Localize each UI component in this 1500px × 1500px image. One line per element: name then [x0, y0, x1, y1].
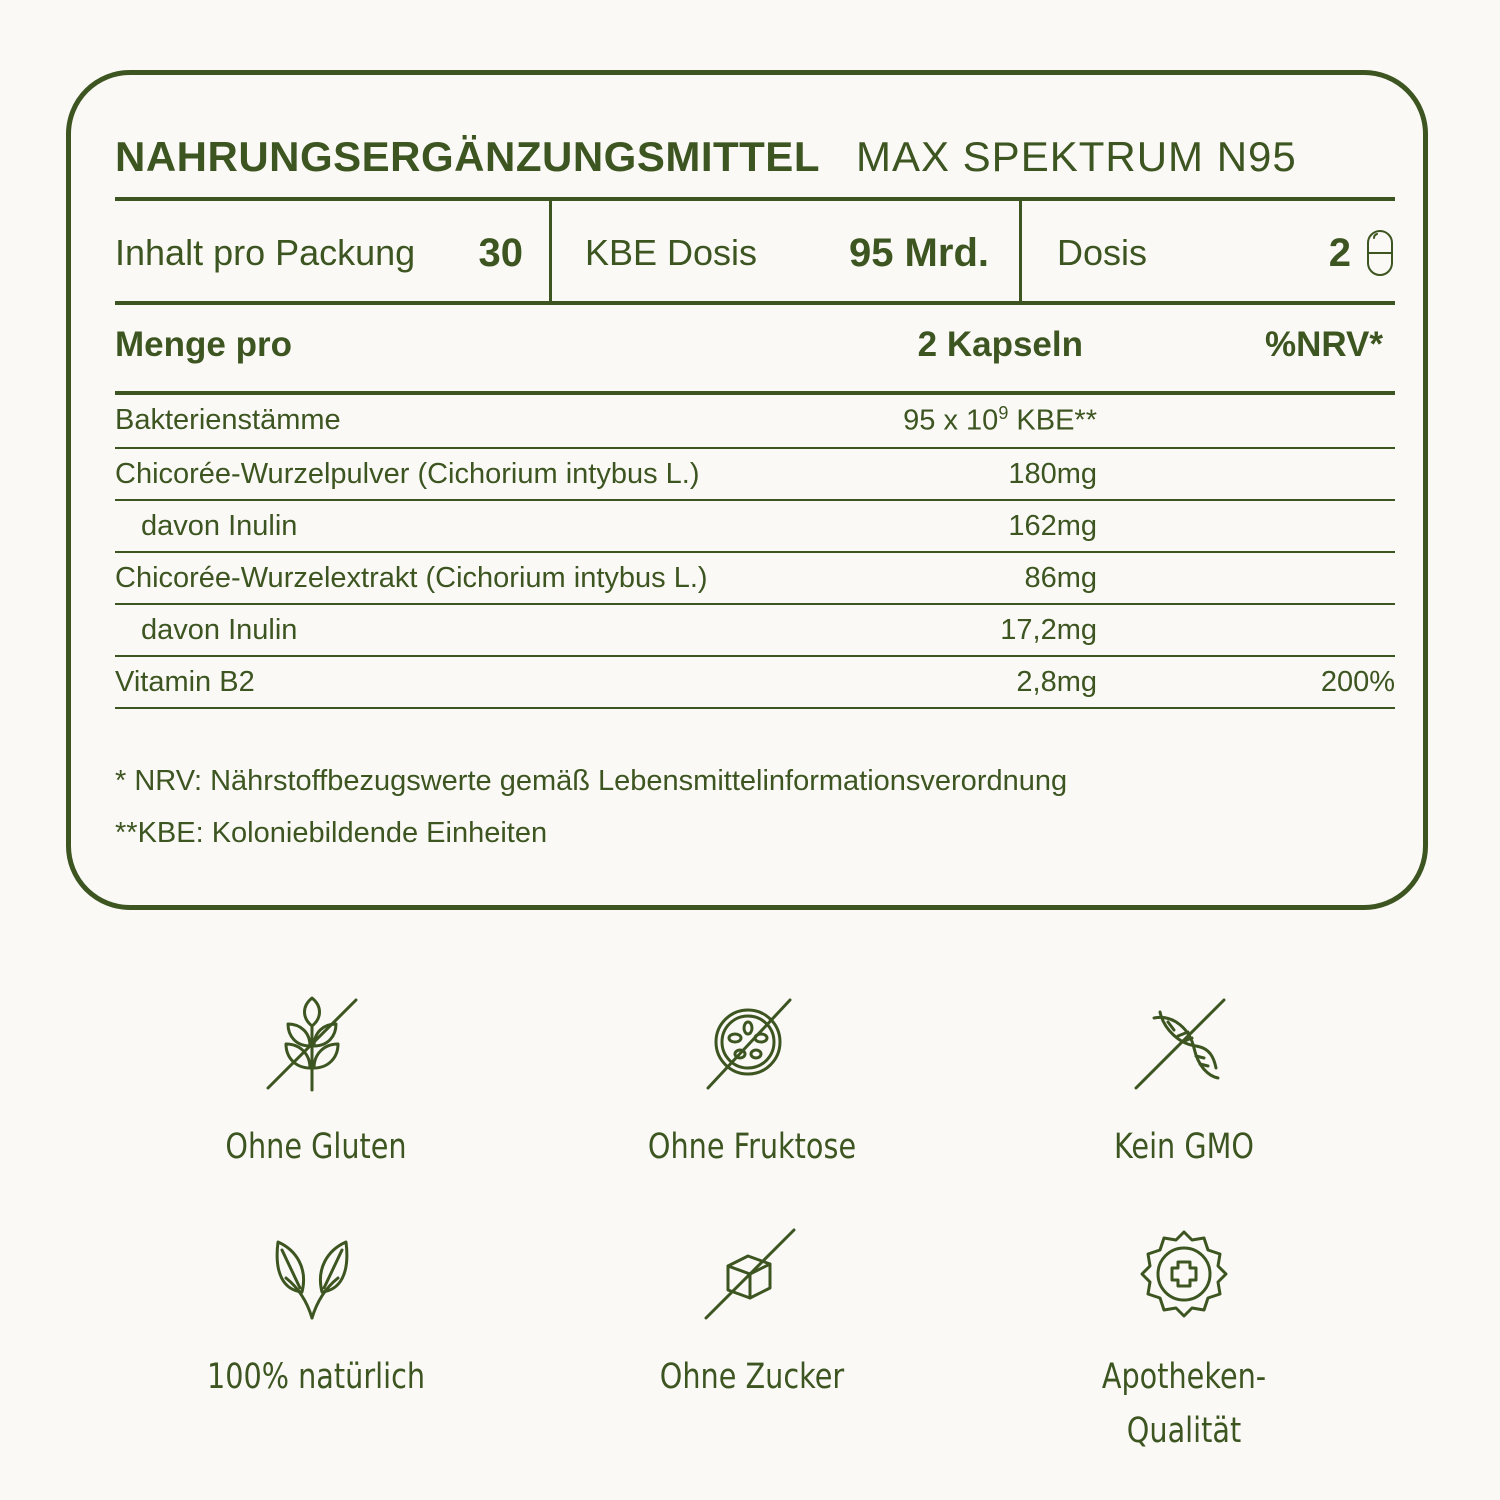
row-amount: 95 x $10^9$ KBE**: [903, 402, 1097, 437]
row-name: Bakterienstämme: [115, 403, 341, 436]
feature-label: Ohne Fruktose: [647, 1127, 857, 1167]
divider: [115, 301, 1395, 305]
feature-label: [1020, 1350, 1348, 1458]
feature-label-line1: Apotheken-: [1101, 1357, 1267, 1397]
table-row: [115, 605, 1395, 655]
feature-label-line2: Qualität: [1126, 1411, 1242, 1451]
divider: [115, 197, 1395, 201]
divider: [549, 201, 552, 303]
header-menge: Menge pro: [115, 325, 292, 364]
row-name: davon Inulin: [141, 613, 298, 646]
row-nrv: 200%: [1320, 665, 1395, 698]
stat-value: 30: [478, 230, 523, 275]
header-amount: 2 Kapseln: [917, 325, 1083, 364]
feature-pharmacy-quality: [984, 1228, 1384, 1458]
row-amount: 17,2mg: [1000, 613, 1097, 646]
feature-fructose-free: [552, 996, 952, 1174]
footnote-nrv: * NRV: Nährstoffbezugswerte gemäß Lebensmittelinformationsverordnung: [115, 765, 1068, 797]
row-amount: 180mg: [1008, 457, 1097, 490]
row-name: davon Inulin: [141, 509, 298, 542]
stat-label: Dosis: [1057, 232, 1148, 273]
row-amount: 162mg: [1008, 509, 1097, 542]
product-title: MAX SPEKTRUM N95: [855, 133, 1297, 180]
feature-label: Ohne Zucker: [659, 1357, 845, 1397]
divider: [1019, 201, 1022, 303]
stat-dose: [1057, 203, 1395, 303]
stat-label: Inhalt pro Packung: [115, 232, 416, 273]
dna-crossed-icon: [1134, 996, 1234, 1092]
card-title: [115, 127, 1395, 187]
header-nrv: %NRV*: [1264, 325, 1383, 364]
feature-natural: [116, 1228, 516, 1404]
feature-label: Kein GMO: [1114, 1127, 1254, 1167]
leaves-icon: [266, 1228, 366, 1322]
table-row: [115, 501, 1395, 551]
table-row: [115, 657, 1395, 707]
wheat-crossed-icon: [266, 996, 366, 1092]
stat-value: 95 Mrd.: [848, 230, 989, 275]
fruit-slice-crossed-icon: [702, 996, 802, 1092]
table-row: [115, 553, 1395, 603]
table-row: [115, 449, 1395, 499]
capsule-icon: [1365, 228, 1395, 278]
row-name: Chicorée-Wurzelpulver (Cichorium intybus L.): [115, 457, 700, 490]
stat-content-per-pack: [115, 203, 523, 303]
row-name: Chicorée-Wurzelextrakt (Cichorium intybus L.): [115, 561, 708, 594]
stat-label: KBE Dosis: [585, 232, 758, 273]
sugar-cube-crossed-icon: [702, 1228, 802, 1322]
feature-gluten-free: [116, 996, 516, 1174]
feature-no-gmo: [984, 996, 1384, 1174]
row-divider: [115, 707, 1395, 709]
nutrition-card: [66, 70, 1428, 910]
footnote-kbe: **KBE: Koloniebildende Einheiten: [115, 817, 548, 849]
table-row: [115, 395, 1395, 445]
pharmacy-seal-icon: [1134, 1228, 1234, 1322]
stat-value: 2: [1328, 230, 1351, 275]
row-amount: 2,8mg: [1016, 665, 1097, 698]
feature-label: 100% natürlich: [206, 1357, 426, 1397]
row-amount: 86mg: [1024, 561, 1097, 594]
feature-sugar-free: [552, 1228, 952, 1404]
category-title: NAHRUNGSERGÄNZUNGSMITTEL: [115, 133, 820, 180]
feature-label: Ohne Gluten: [225, 1127, 407, 1167]
stat-kbe-dose: [585, 203, 989, 303]
row-name: Vitamin B2: [115, 665, 255, 698]
